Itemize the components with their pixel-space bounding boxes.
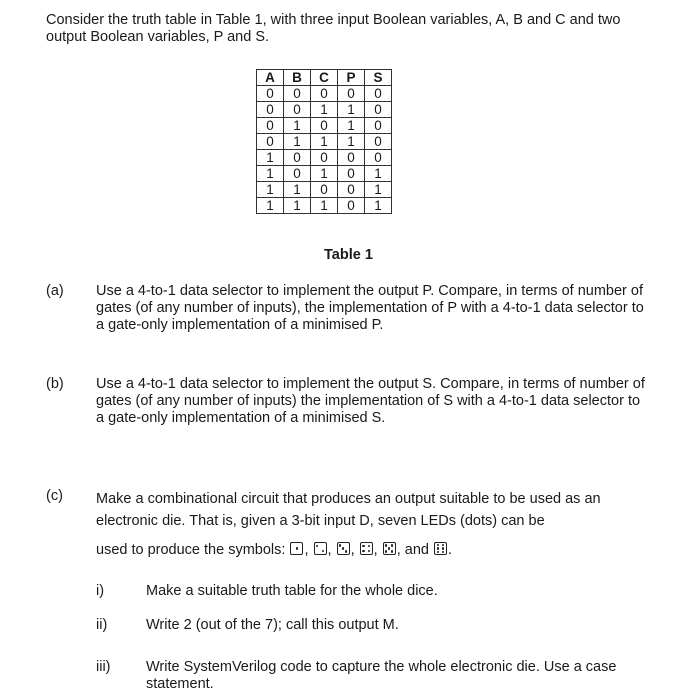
cell-c: 1 [311,102,338,118]
truth-table-row [257,102,392,118]
cell-b: 1 [284,134,311,150]
sub-question-iii-text: Write SystemVerilog code to capture the whole electronic die. Use a case statement. [146,659,617,692]
die-face-2-icon [314,542,327,555]
table-caption: Table 1 [324,247,373,263]
col-header-c: C [311,70,338,86]
cell-p: 1 [338,118,365,134]
cell-a: 1 [257,182,284,198]
col-header-a: A [257,70,284,86]
cell-p: 0 [338,150,365,166]
sub-question-i-label: i) [96,583,105,599]
symbols-and-text: and [404,542,429,558]
truth-table-header-row [257,70,392,86]
cell-p: 0 [338,198,365,214]
cell-a: 1 [257,166,284,182]
dice-symbols: , , , , , and . [289,542,452,558]
cell-s: 0 [365,134,392,150]
cell-s: 1 [365,198,392,214]
question-b-text: Use a 4-to-1 data selector to implement the output S. Compare, in terms of number of gates (of any number of inputs) the implementation of S with a 4-to-1 data selector to a gate-only implementation of a minimised S. [96,376,645,426]
question-a-label: (a) [46,283,64,299]
cell-a: 0 [257,102,284,118]
cell-p: 1 [338,134,365,150]
cell-a: 1 [257,198,284,214]
die-face-3-icon [337,542,350,555]
die-face-4-icon [360,542,373,555]
cell-a: 0 [257,118,284,134]
cell-b: 1 [284,198,311,214]
cell-b: 0 [284,102,311,118]
dice-symbols-line [96,542,648,559]
col-header-b: B [284,70,311,86]
cell-b: 1 [284,118,311,134]
cell-c: 0 [311,150,338,166]
truth-table-row [257,86,392,102]
cell-p: 0 [338,182,365,198]
cell-c: 0 [311,182,338,198]
truth-table [256,69,392,214]
question-c-text: Make a combinational circuit that produces an output suitable to be used as an electronic die. That is, given a 3-bit input D, seven LEDs (dots) can be [96,491,601,529]
cell-c: 1 [311,134,338,150]
col-header-p: P [338,70,365,86]
cell-b: 0 [284,86,311,102]
truth-table-row [257,150,392,166]
die-face-5-icon [383,542,396,555]
truth-table-row [257,134,392,150]
cell-b: 0 [284,150,311,166]
cell-s: 1 [365,182,392,198]
cell-a: 1 [257,150,284,166]
question-a-text: Use a 4-to-1 data selector to implement the output P. Compare, in terms of number of gates (of any number of inputs), the implementation of P with a 4-to-1 data selector to a gate-only implementation of a minimised P. [96,283,644,333]
cell-c: 1 [311,166,338,182]
cell-a: 0 [257,134,284,150]
cell-c: 0 [311,118,338,134]
cell-b: 0 [284,166,311,182]
sub-question-ii-text: Write 2 (out of the 7); call this output M. [146,617,399,633]
truth-table-row [257,182,392,198]
sub-question-i-text: Make a suitable truth table for the whole dice. [146,583,438,599]
cell-s: 0 [365,102,392,118]
sub-question-iii-label: iii) [96,659,111,675]
intro-text: Consider the truth table in Table 1, with three input Boolean variables, A, B and C and two output Boolean variables, P and S. [46,12,621,45]
question-b-label: (b) [46,376,64,392]
sub-question-ii-label: ii) [96,617,108,633]
cell-c: 0 [311,86,338,102]
cell-p: 0 [338,86,365,102]
cell-c: 1 [311,198,338,214]
truth-table-row [257,198,392,214]
die-face-6-icon [434,542,447,555]
die-face-1-icon [290,542,303,555]
symbols-lead-text: used to produce the symbols: [96,542,286,558]
cell-a: 0 [257,86,284,102]
cell-p: 1 [338,102,365,118]
cell-s: 1 [365,166,392,182]
truth-table-row [257,166,392,182]
truth-table-row [257,118,392,134]
cell-s: 0 [365,118,392,134]
cell-b: 1 [284,182,311,198]
cell-s: 0 [365,86,392,102]
cell-p: 0 [338,166,365,182]
col-header-s: S [365,70,392,86]
question-c-label: (c) [46,488,63,504]
cell-s: 0 [365,150,392,166]
